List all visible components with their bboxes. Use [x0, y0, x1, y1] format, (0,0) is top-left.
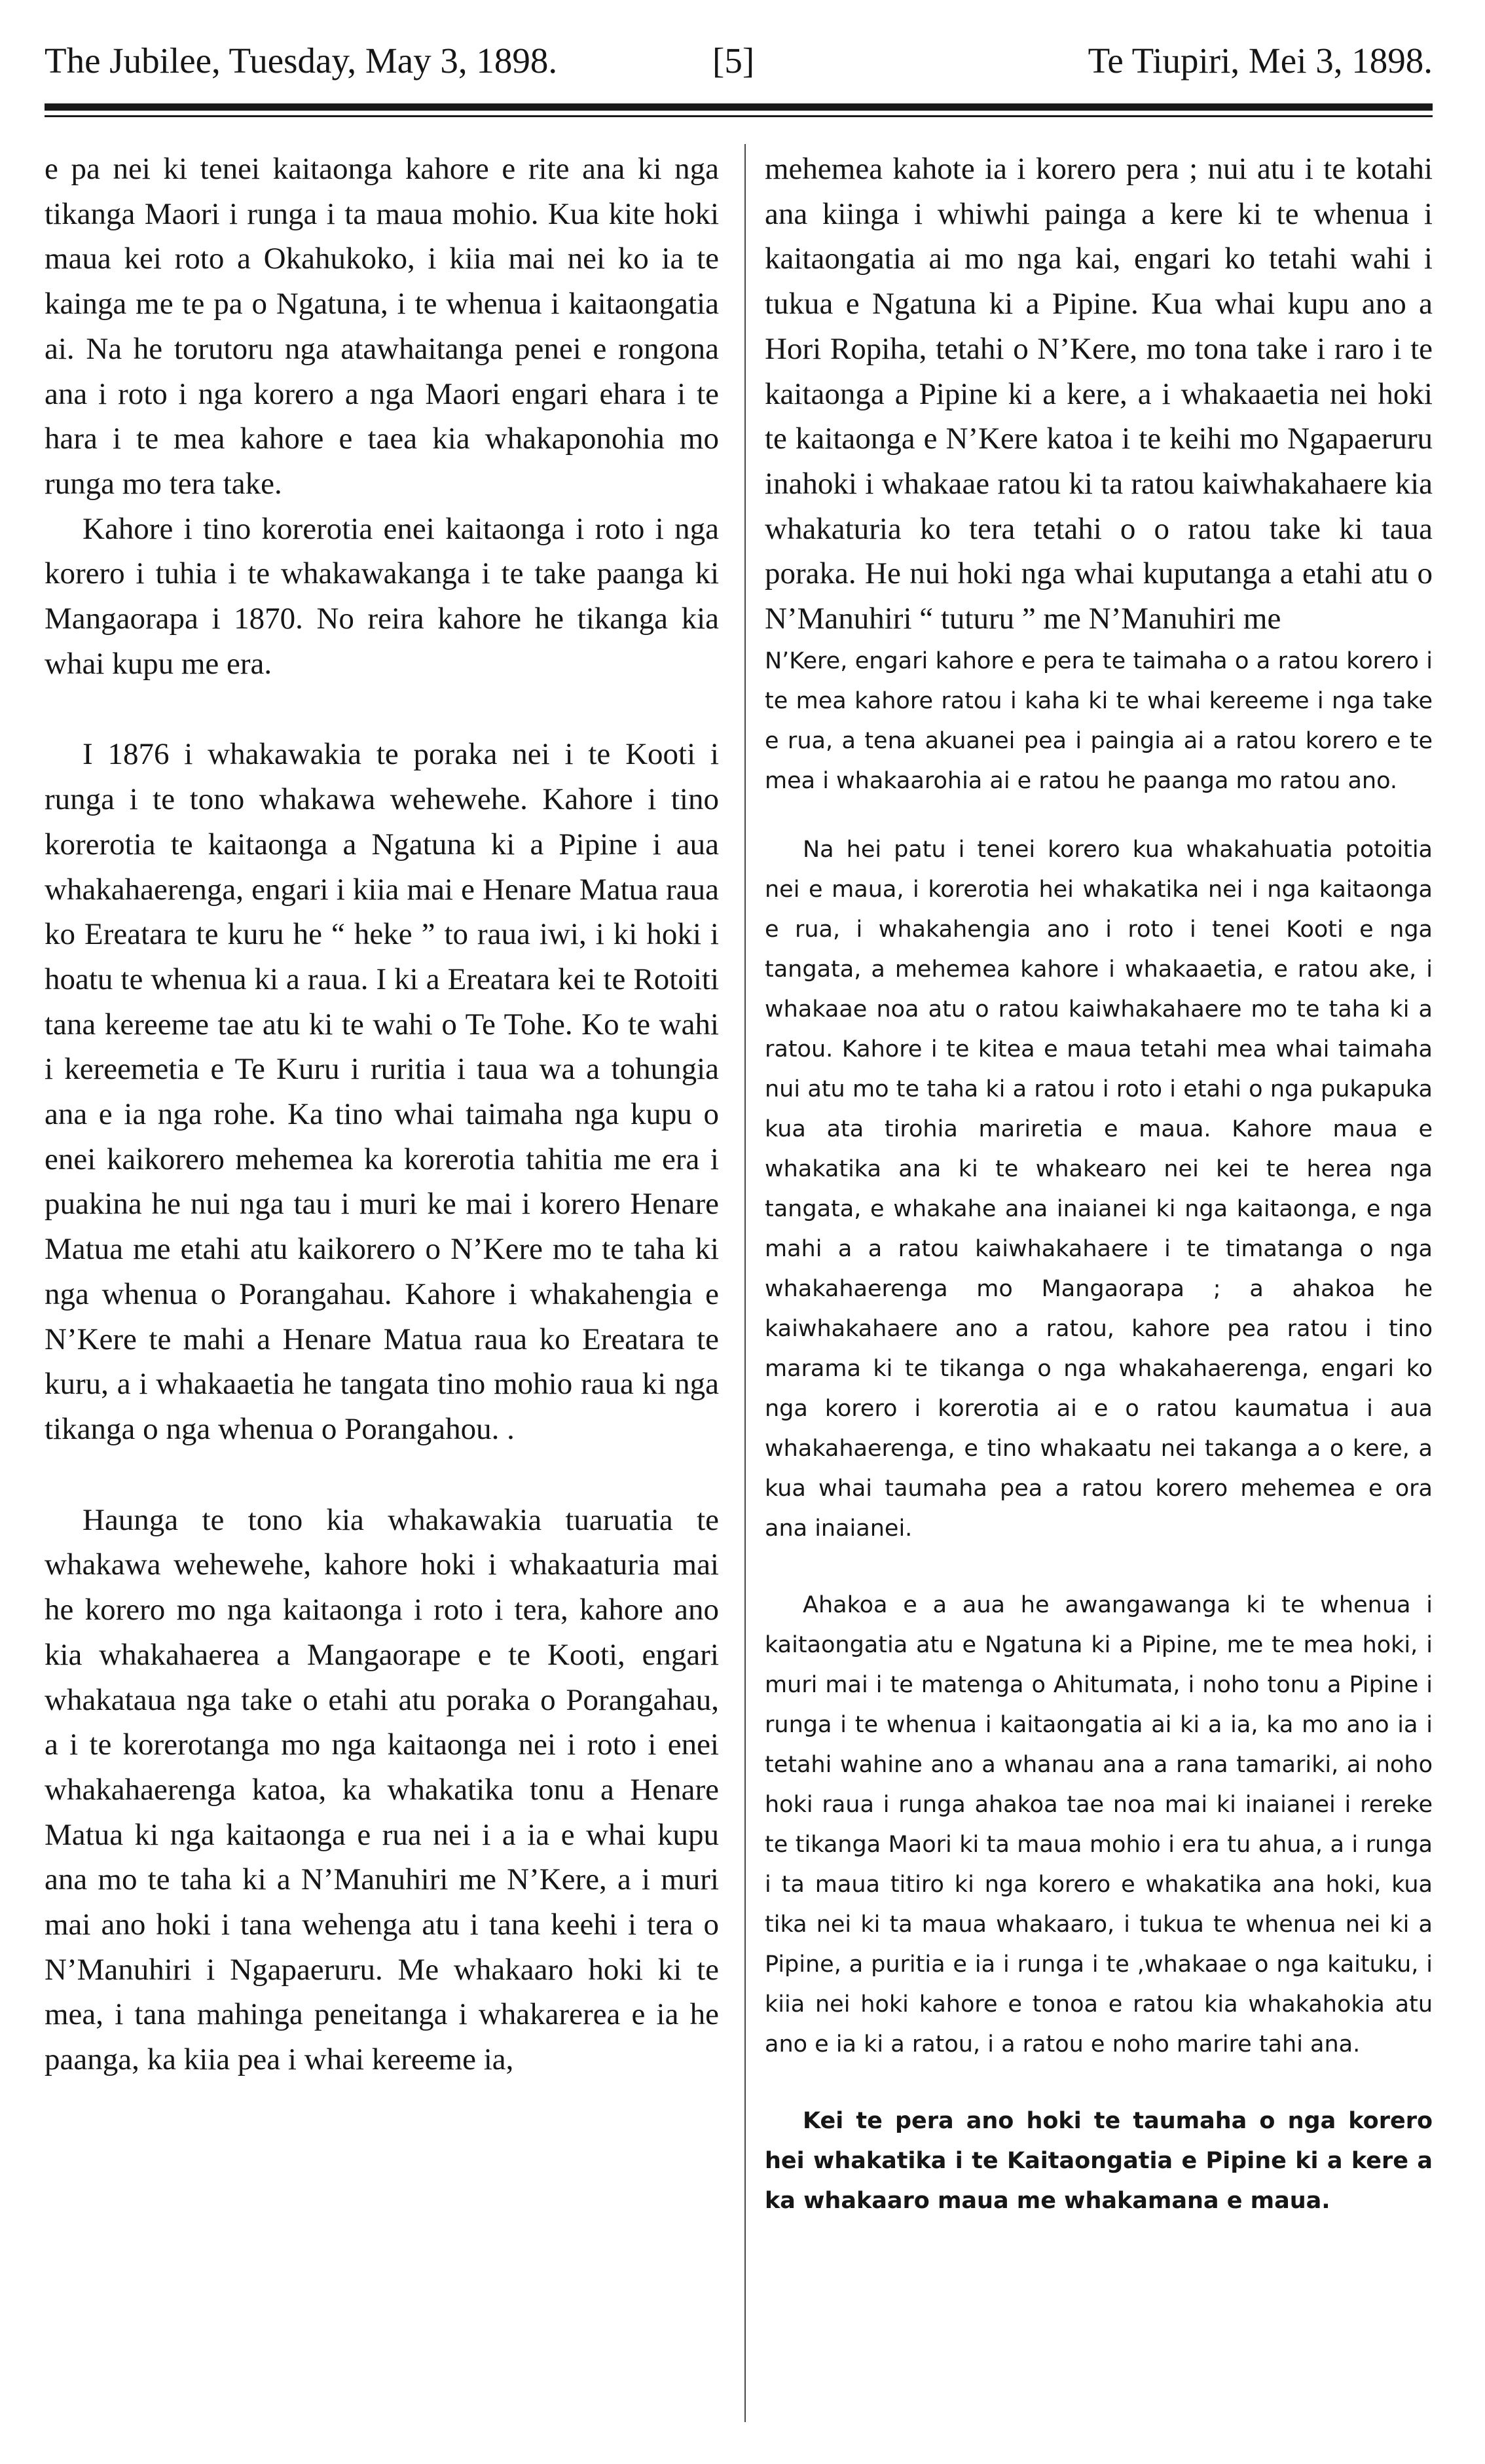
column-divider	[744, 144, 746, 2422]
right-column	[765, 147, 1433, 2418]
left-paragraph-2: Kahore i tino korerotia enei kaitaonga i roto i nga korero i tuhia i te whakawakanga i te take paanga ki Mangaorapa i 1870. No reira kahore he tikanga kia whai kupu me era.	[45, 511, 719, 681]
header-rule-thick	[45, 103, 1433, 111]
right-paragraph-3: Ahakoa e a aua he awangawanga ki te whenua i kaitaongatia atu e Ngatuna ki a Pipine, me te mea hoki, i muri mai i te matenga o Ahitumata, i noho tonu a Pipine i runga i te whenua i kaitaongatia ai ki a ia, ka mo ano ia i tetahi wahine ano a whanau ana a rana tamariki, ai noho hoki raua i runga ahakoa tae noa mai ki inaianei i rereke te tikanga Maori ki ta maua mohio i era tu ahua, a i runga i ta maua titiro ki nga korero e whakatika ana hoki, kua tika nei ki ta maua whakaaro, i tukua te whenua nei ki a Pipine, a puritia e ia i runga i te ,whakaae o nga kaituku, i kiia nei hoki kahore e tonoa e ratou kia whakahokia atu ano e ia ki a ratou, i a ratou e noho marire tahi ana.	[765, 1591, 1433, 2057]
right-paragraph-4: Kei te pera ano hoki te taumaha o nga korero hei whakatika i te Kaitaongatia e Pipine ki a kere a ka whakaaro maua me whakamana e maua.	[765, 2107, 1433, 2214]
right-paragraph-2: Na hei patu i tenei korero kua whakahuatia potoitia nei e maua, i korerotia hei whakatika nei i nga kaitaonga e rua, i whakahengia ano i roto i tenei Kooti e nga tangata, a mehemea kahore i whakaaetia, e ratou ake, i whakaae noa atu o ratou kaiwhakahaere mo te taha ki a ratou. Kahore i te kitea e maua tetahi mea whai taimaha nui atu mo te taha ki a ratou i roto i etahi o nga pukapuka kua ata tirohia mariretia e maua. Kahore maua e whakatika ana ki te whakearo nei kei te herea nga tangata, e whakahe ana inaianei ki nga kaitaonga, e nga mahi a a ratou kaiwhakahaere i te timatanga o nga whakahaerenga mo Mangaorapa ; a ahakoa he kaiwhakahaere ano a ratou, kahore pea ratou i tino marama ki te tikanga o nga whakahaerenga, engari ko nga korero i korerotia ai e o ratou kaumatua i aua whakahaerenga, e tino whakaatu nei takanga a o kere, a kua whai taumaha pea a ratou korero mehemea e ora ana inaianei.	[765, 836, 1433, 1542]
header-title-maori: Te Tiupiri, Mei 3, 1898.	[1088, 41, 1433, 81]
left-column	[45, 147, 719, 2418]
right-paragraph-1-continued: N’Kere, engari kahore e pera te taimaha o a ratou korero i te mea kahore ratou i kaha ki te whai kereeme i nga take e rua, a tena akuanei pea i paingia ai a ratou korero e te mea i whakaarohia ai e ratou he paanga mo ratou ano.	[765, 647, 1433, 794]
page-header	[45, 38, 1433, 84]
left-paragraph-4: Haunga te tono kia whakawakia tuaruatia te whakawa wehewehe, kahore hoki i whakaaturia mai he korero mo nga kaitaonga i roto i tera, kahore ano kia whakahaerea a Mangaorape e te Kooti, engari whakataua nga take o etahi atu poraka o Porangahau, a i te korerotanga mo nga kaitaonga nei i roto i enei whakahaerenga katoa, ka whakatika tonu a Henare Matua ki nga kaitaonga e rua nei i a ia e whai kupu ana mo te taha ki a N’Manuhiri me N’Kere, a i muri mai ano hoki i tana wehenga atu i tana keehi i tera o N’Manuhiri i Ngapaeruru. Me whakaaro hoki ki te mea, i tana mahinga peneitanga i whakarerea e ia he paanga, ka kiia pea i whai kereeme ia,	[45, 1502, 719, 2077]
right-paragraph-1: mehemea kahote ia i korero pera ; nui atu i te kotahi ana kiinga i whiwhi painga a kere ki te whenua i kaitaongatia ai mo nga kai, engari ko tetahi wahi i tukua e Ngatuna ki a Pipine. Kua whai kupu ano a Hori Ropiha, tetahi o N’Kere, mo tona take i raro i te kaitaonga a Pipine ki a kere, a i whakaaetia nei hoki te kaitaonga e N’Kere katoa i te keihi mo Ngapaeruru inahoki i whakaae ratou ki ta ratou kaiwhakahaere kia whakaturia ko tera tetahi o o ratou take ki taua poraka. He nui hoki nga whai kuputanga a etahi atu o N’Manuhiri “ tuturu ” me N’Manuhiri me	[765, 152, 1433, 636]
page-number: [5]	[712, 41, 755, 81]
header-rule-thin	[45, 115, 1433, 117]
left-paragraph-1: e pa nei ki tenei kaitaonga kahore e rite ana ki nga tikanga Maori i runga i ta maua mohio. Kua kite hoki maua kei roto a Okahukoko, i kiia mai nei ko ia te kainga me te pa o Ngatuna, i te whenua i kaitaongatia ai. Na he torutoru nga atawhaitanga penei e rongona ana i roto i nga korero a nga Maori engari ehara i te hara i te mea kahore e taea kia whakaponohia mo runga mo tera take.	[45, 152, 719, 501]
header-title-english: The Jubilee, Tuesday, May 3, 1898.	[45, 41, 558, 81]
left-paragraph-3: I 1876 i whakawakia te poraka nei i te Kooti i runga i te tono whakawa wehewehe. Kahore i tino korerotia te kaitaonga a Ngatuna ki a Pipine i aua whakahaerenga, engari i kiia mai e Henare Matua raua ko Ereatara te kuru he “ heke ” to raua iwi, i ki hoki i hoatu te whenua ki a raua. I ki a Ereatara kei te Rotoiti tana kereeme tae atu ki te wahi o Te Tohe. Ko te wahi i kereemetia e Te Kuru i ruritia i taua wa a tohungia ana e ia nga rohe. Ka tino whai taimaha nga kupu o enei kaikorero mehemea ka korerotia tahitia me era i puakina he nui nga tau i muri ke mai i korero Henare Matua me etahi atu kaikorero o N’Kere mo te taha ki nga whenua o Porangahau. Kahore i whakahengia e N’Kere te mahi a Henare Matua raua ko Ereatara te kuru, a i whakaaetia he tangata tino mohio raua ki nga tikanga o nga whenua o Porangahou. .	[45, 737, 719, 1446]
